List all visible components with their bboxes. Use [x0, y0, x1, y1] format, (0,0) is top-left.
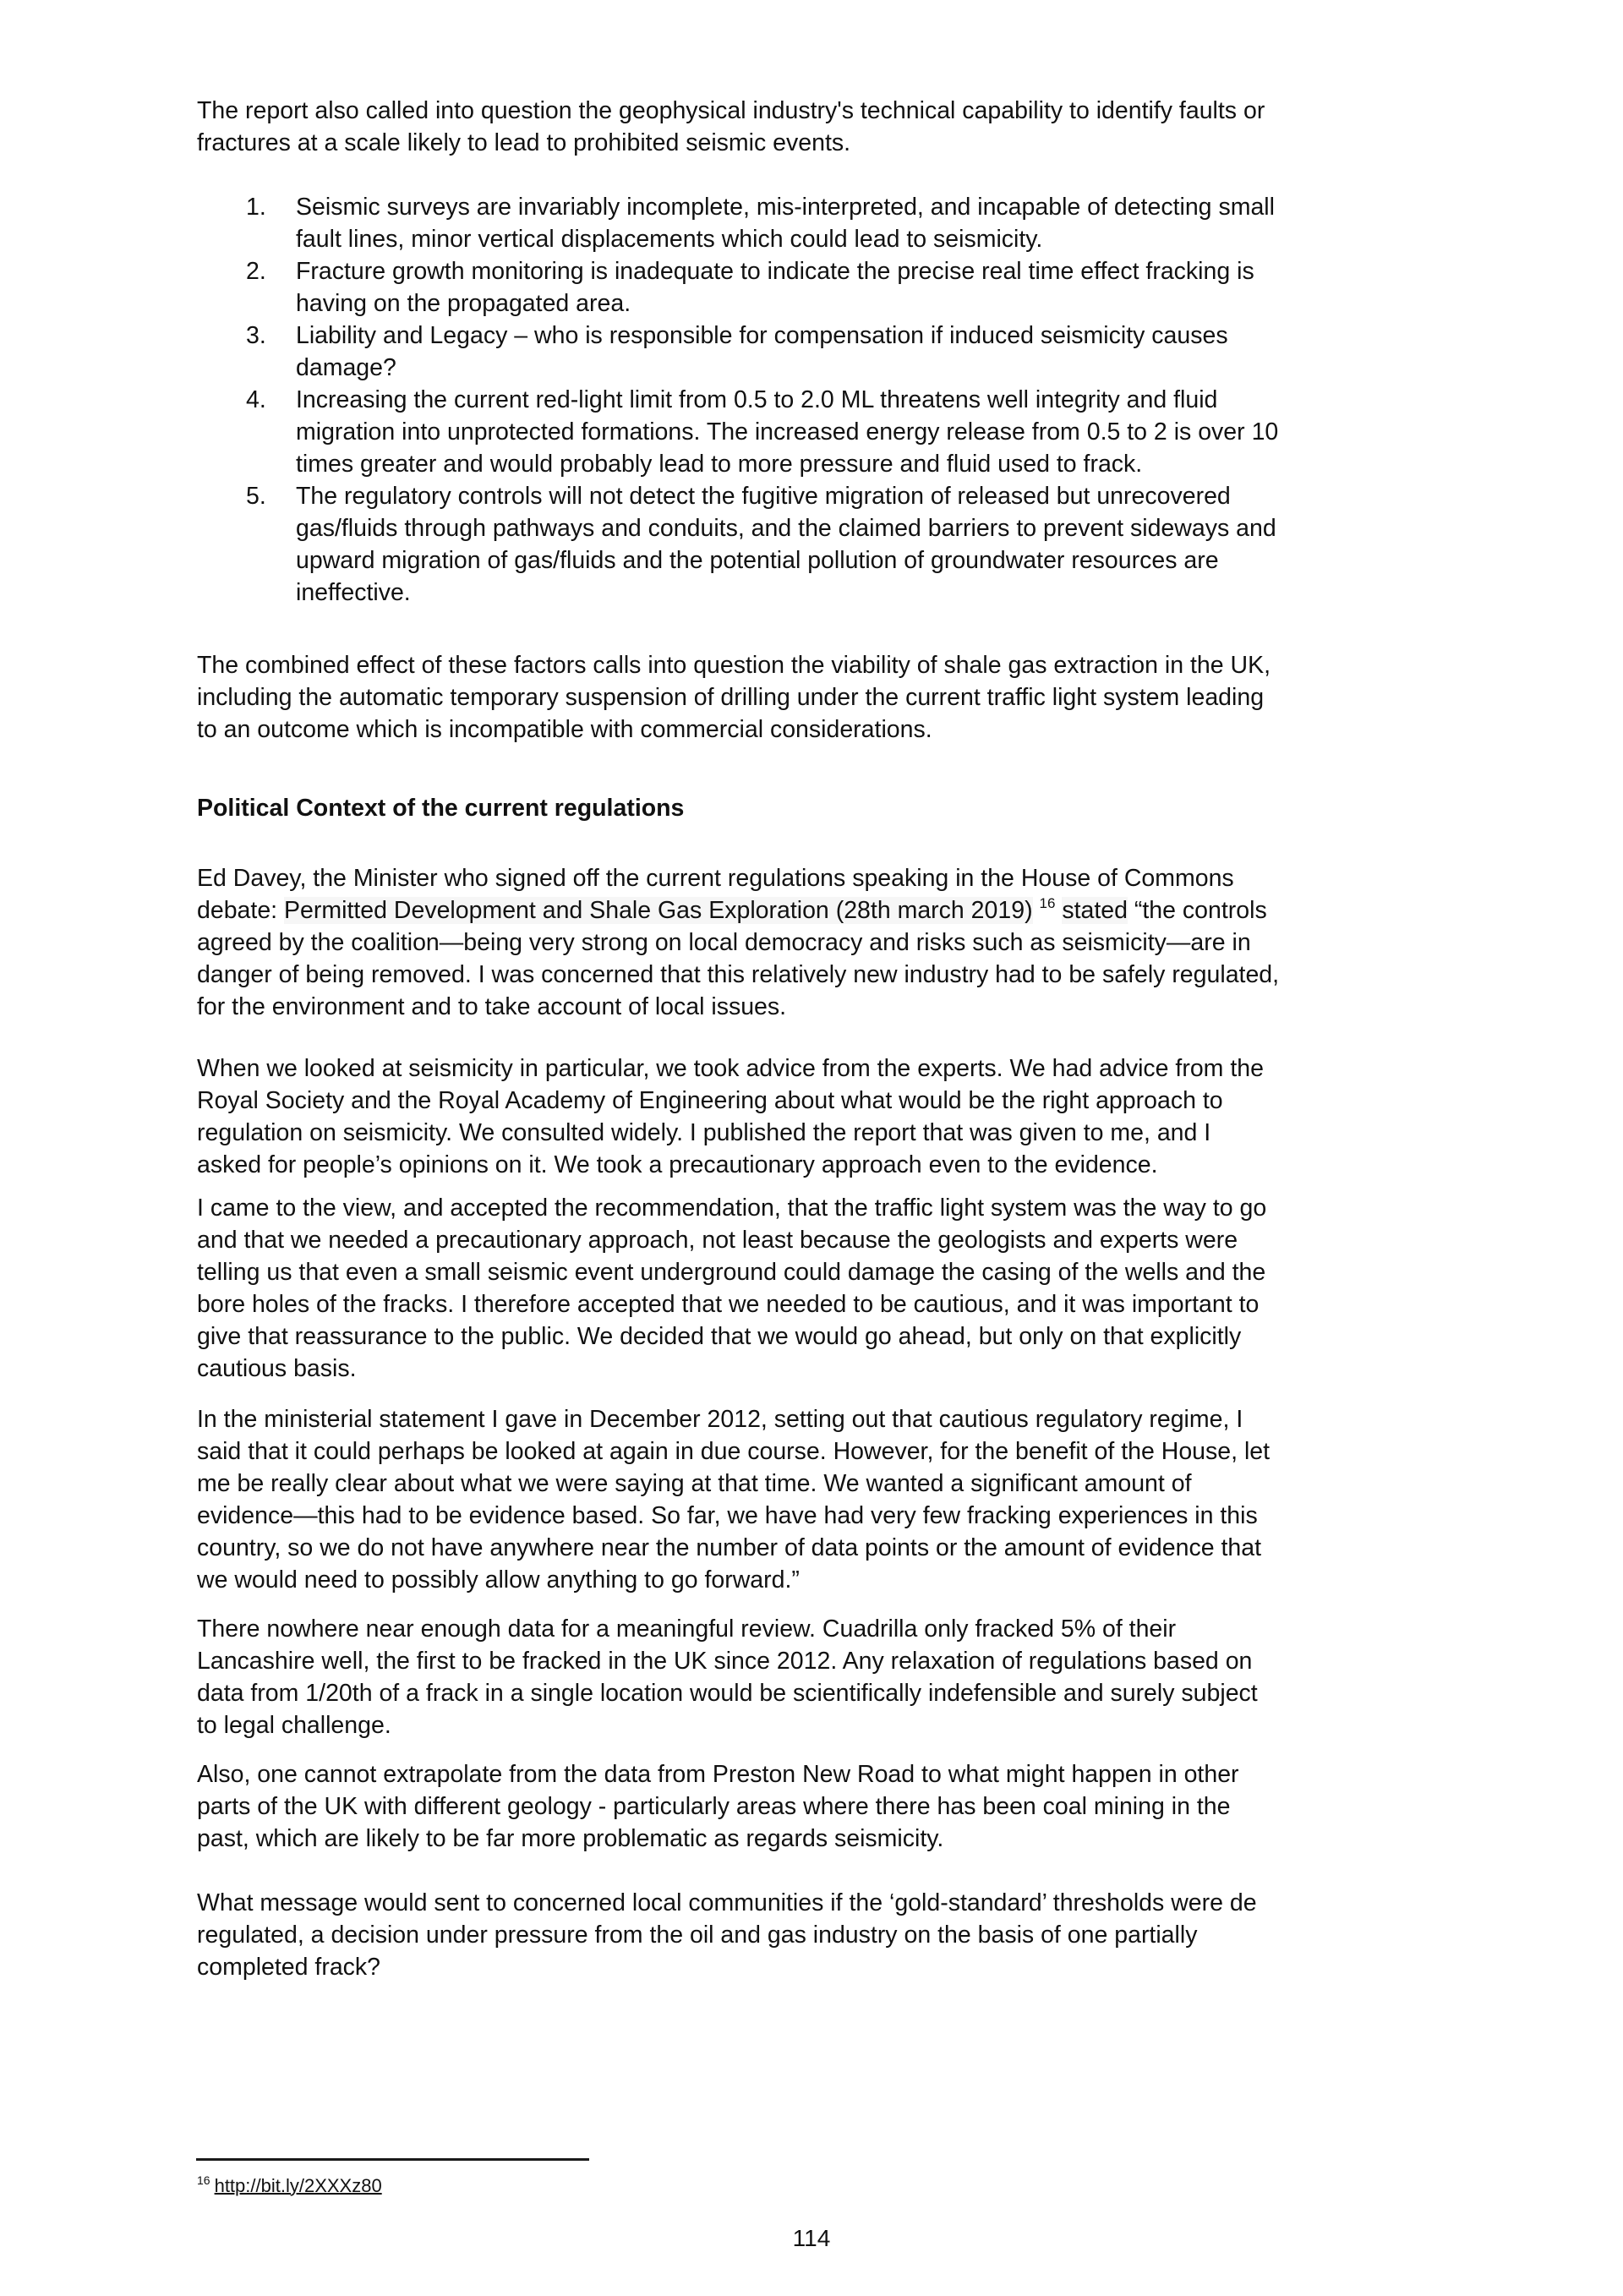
text-line: I came to the view, and accepted the recommendation, that the traffic light system was the way to go	[197, 1194, 1267, 1222]
list-item	[197, 191, 1278, 255]
text-line: said that it could perhaps be looked at again in due course. However, for the benefit of the House, let	[197, 1438, 1271, 1465]
text-line: country, so we do not have anywhere near the number of data points or the amount of evidence that	[197, 1534, 1262, 1561]
text-line: danger of being removed. I was concerned that this relatively new industry had to be safely regulated,	[197, 961, 1280, 988]
combined-effect-paragraph	[197, 649, 1271, 746]
text-line: and that we needed a precautionary approach, not least because the geologists and experts were	[197, 1227, 1238, 1254]
seismicity-paragraph	[197, 1052, 1264, 1181]
text-line: fault lines, minor vertical displacements which could lead to seismicity.	[296, 226, 1043, 253]
list-number: 1.	[246, 194, 266, 221]
text-line: asked for people’s opinions on it. We took a precautionary approach even to the evidence.	[197, 1151, 1158, 1178]
footnote-separator	[196, 2158, 589, 2161]
text-line: regulation on seismicity. We consulted widely. I published the report that was given to me, and I	[197, 1119, 1211, 1146]
footnote-reference[interactable]: 16	[1039, 895, 1056, 911]
section-heading	[197, 792, 684, 824]
page-number-text: 114	[792, 2225, 831, 2251]
text-line: Fracture growth monitoring is inadequate to indicate the precise real time effect fracking is	[296, 258, 1254, 285]
text-fragment: “the controls	[1127, 897, 1267, 924]
page-number	[0, 2223, 1623, 2254]
text-line: agreed by the coalition—being very strong on local democracy and risks such as seismicity—are in	[197, 929, 1251, 956]
list-item	[197, 480, 1278, 609]
footnote	[197, 2174, 382, 2200]
text-fragment: stated	[1062, 897, 1128, 924]
text-line: regulated, a decision under pressure from the oil and gas industry on the basis of one partially	[197, 1922, 1198, 1949]
text-line: cautious basis.	[197, 1355, 357, 1382]
numbered-list	[197, 191, 1278, 609]
text-line: data from 1/20th of a frack in a single location would be scientifically indefensible and surely subject	[197, 1680, 1258, 1707]
list-item	[197, 384, 1278, 480]
debate-title: Permitted Development and Shale Gas Exploration (28th march 2019)	[284, 897, 1033, 924]
text-line: evidence—this had to be evidence based. So far, we have had very few fracking experiences in this	[197, 1502, 1258, 1529]
list-item	[197, 320, 1278, 384]
list-number: 4.	[246, 386, 266, 413]
text-line: times greater and would probably lead to more pressure and fluid used to frack.	[296, 451, 1143, 478]
text-line: fractures at a scale likely to lead to prohibited seismic events.	[197, 129, 851, 156]
intro-paragraph	[197, 95, 1265, 159]
text-line: Increasing the current red-light limit from 0.5 to 2.0 ML threatens well integrity and fluid	[296, 386, 1218, 413]
davey-paragraph	[197, 862, 1279, 1023]
text-line: The report also called into question the geophysical industry's technical capability to identify faults or	[197, 97, 1265, 124]
text-line: past, which are likely to be far more problematic as regards seismicity.	[197, 1825, 944, 1852]
text-line: When we looked at seismicity in particular, we took advice from the experts. We had advice from the	[197, 1055, 1264, 1082]
ministerial-paragraph	[197, 1403, 1270, 1596]
text-line: to legal challenge.	[197, 1712, 391, 1739]
text-line: for the environment and to take account of local issues.	[197, 993, 787, 1020]
text-line: upward migration of gas/fluids and the potential pollution of groundwater resources are	[296, 547, 1219, 574]
text-line: bore holes of the fracks. I therefore accepted that we needed to be cautious, and it was important to	[197, 1291, 1260, 1318]
text-line: Lancashire well, the first to be fracked in the UK since 2012. Any relaxation of regulations based on	[197, 1648, 1253, 1675]
text-line: me be really clear about what we were saying at that time. We wanted a significant amount of	[197, 1470, 1192, 1497]
list-number: 3.	[246, 322, 266, 349]
extrapolate-paragraph	[197, 1758, 1239, 1855]
text-fragment: debate:	[197, 897, 285, 924]
text-line: Also, one cannot extrapolate from the data from Preston New Road to what might happen in other	[197, 1761, 1239, 1788]
text-line: The combined effect of these factors calls into question the viability of shale gas extraction in the UK,	[197, 652, 1271, 679]
text-line	[197, 894, 1279, 927]
text-line: The regulatory controls will not detect the fugitive migration of released but unrecovered	[296, 483, 1231, 510]
text-line: In the ministerial statement I gave in December 2012, setting out that cautious regulatory regime, I	[197, 1406, 1243, 1433]
text-line: we would need to possibly allow anything to go forward.”	[197, 1566, 800, 1594]
text-line: completed frack?	[197, 1954, 381, 1981]
text-line: damage?	[296, 354, 396, 381]
text-line: give that reassurance to the public. We decided that we would go ahead, but only on that explicitly	[197, 1323, 1242, 1350]
text-line: to an outcome which is incompatible with commercial considerations.	[197, 716, 932, 743]
text-line: telling us that even a small seismic event underground could damage the casing of the wells and the	[197, 1259, 1266, 1286]
text-line: There nowhere near enough data for a meaningful review. Cuadrilla only fracked 5% of their	[197, 1615, 1177, 1643]
text-line: Liability and Legacy – who is responsible for compensation if induced seismicity causes	[296, 322, 1228, 349]
text-line: having on the propagated area.	[296, 290, 631, 317]
footnote-link[interactable]: http://bit.ly/2XXXz80	[214, 2175, 382, 2196]
text-line: Ed Davey, the Minister who signed off the current regulations speaking in the House of Commons	[197, 865, 1234, 892]
text-line: including the automatic temporary suspension of drilling under the current traffic light system leading	[197, 684, 1265, 711]
text-line: parts of the UK with different geology - particularly areas where there has been coal mining in the	[197, 1793, 1231, 1820]
message-paragraph	[197, 1887, 1257, 1983]
list-number: 5.	[246, 483, 266, 510]
text-line: Seismic surveys are invariably incomplete, mis-interpreted, and incapable of detecting small	[296, 194, 1275, 221]
section-heading-text: Political Context of the current regulations	[197, 795, 685, 822]
footnote-number: 16	[197, 2173, 210, 2187]
list-item	[197, 255, 1278, 320]
text-line: gas/fluids through pathways and conduits, and the claimed barriers to prevent sideways and	[296, 515, 1276, 542]
text-line: What message would sent to concerned local communities if the ‘gold-standard’ thresholds were de	[197, 1889, 1257, 1916]
data-paragraph	[197, 1613, 1258, 1741]
list-number: 2.	[246, 258, 266, 285]
view-paragraph	[197, 1192, 1266, 1385]
text-line: migration into unprotected formations. The increased energy release from 0.5 to 2 is over 10	[296, 418, 1279, 446]
text-line: ineffective.	[296, 579, 411, 606]
text-line: Royal Society and the Royal Academy of Engineering about what would be the right approach to	[197, 1087, 1223, 1114]
